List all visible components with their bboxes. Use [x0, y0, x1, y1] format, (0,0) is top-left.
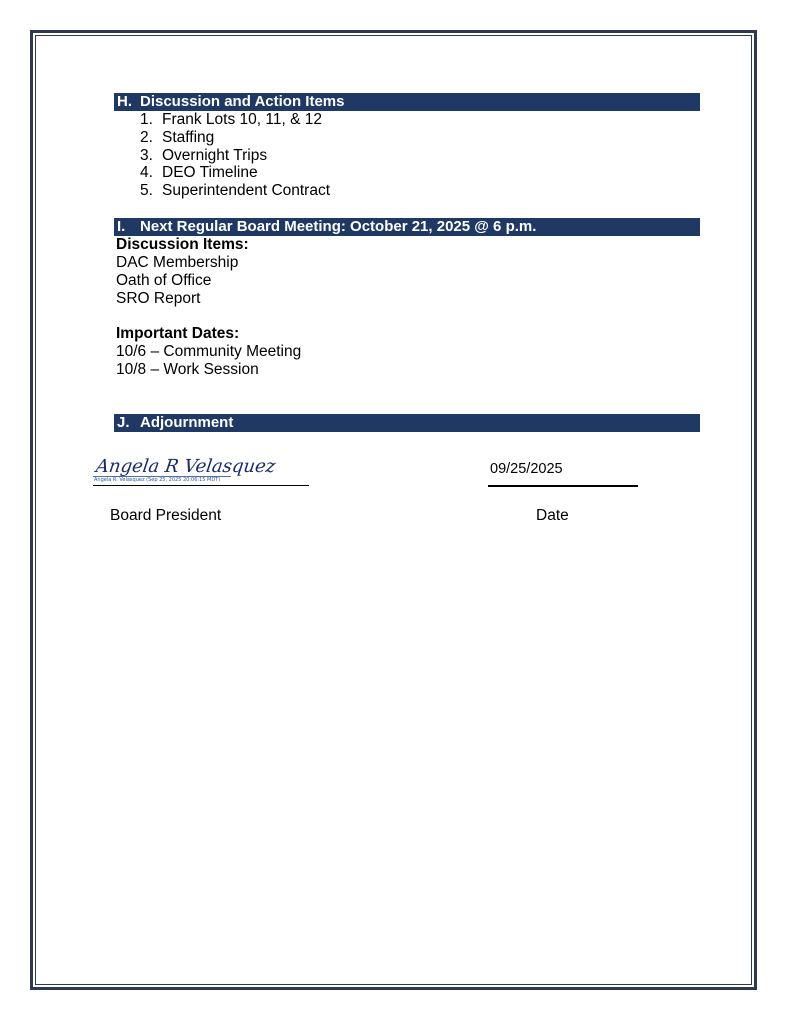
- list-item-number: 4.: [140, 164, 153, 182]
- important-dates-block: [116, 325, 301, 379]
- section-j-title: Adjournment: [140, 414, 234, 431]
- signature-date: 09/25/2025: [490, 461, 563, 477]
- discussion-items-heading: Discussion Items:: [116, 236, 249, 253]
- important-date: 10/8 – Work Session: [116, 361, 259, 378]
- discussion-item: SRO Report: [116, 290, 201, 307]
- date-label: Date: [536, 507, 569, 524]
- section-h-letter: H.: [117, 93, 132, 110]
- list-item-label: Superintendent Contract: [162, 182, 331, 200]
- list-item: [140, 182, 330, 200]
- list-item: [140, 147, 330, 165]
- list-item-number: 5.: [140, 182, 153, 200]
- discussion-item: Oath of Office: [116, 272, 212, 289]
- list-item-number: 3.: [140, 146, 153, 164]
- discussion-action-list: [140, 111, 330, 200]
- list-item-number: 1.: [140, 111, 153, 128]
- signature-line: [93, 485, 309, 486]
- section-j-header: [114, 414, 700, 432]
- list-item: [140, 164, 330, 182]
- list-item: [140, 129, 330, 147]
- important-date: 10/6 – Community Meeting: [116, 343, 302, 360]
- section-h-header: [114, 93, 700, 111]
- section-i-title: Next Regular Board Meeting: October 21, 2025 @ 6 p.m.: [140, 218, 537, 235]
- list-item: [140, 111, 330, 129]
- list-item-number: 2.: [140, 128, 153, 146]
- list-item-label: Frank Lots 10, 11, & 12: [162, 111, 322, 128]
- section-j-letter: J.: [117, 414, 130, 431]
- discussion-item: DAC Membership: [116, 254, 239, 271]
- important-dates-heading: Important Dates:: [116, 325, 240, 342]
- signature-handwritten: Angela R Velasquez: [94, 456, 277, 477]
- section-h-title: Discussion and Action Items: [140, 93, 345, 110]
- list-item-label: Overnight Trips: [162, 146, 268, 164]
- date-line: [488, 485, 638, 487]
- list-item-label: DEO Timeline: [162, 164, 258, 182]
- section-i-letter: I.: [117, 218, 126, 235]
- list-item-label: Staffing: [162, 128, 215, 146]
- signer-label: Board President: [110, 507, 222, 524]
- discussion-items-block: [116, 236, 249, 308]
- section-i-header: [114, 218, 700, 236]
- signature-caption: Angela R. Velasquez (Sep 25, 2025 20:06:15 MDT): [94, 477, 221, 483]
